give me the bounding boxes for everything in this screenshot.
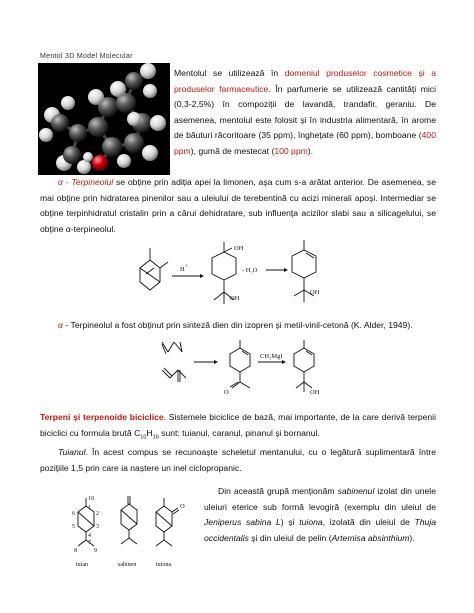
paragraph-menthol-uses: Mentolul se utilizează în domeniul produselor cosmetice și a produselor farmaceutice. În parfumerie se utilizează cantități mici (0,3-2,5%) în compoziții de lavandă, trandafir, geraniu. De asemenea, mentolul este folosit și în industria alimentară, în arome de băuturi răcoritoare (35 ppm), înghețate (60 ppm), bomboane (400 ppm), gumă de mestecat (100 ppm).: [174, 68, 436, 156]
paragraph-sabinene-thujone: Din această grupă menționăm sabinenul izolat din unele uleiuri eterice sub formă levogiră (exemplu din uleiul de Jeniperus sabina L) și tuiona, izolată din uleiul de Thuja occidentalis și din uleiul de pelin (Artemisa absinthium).: [204, 486, 437, 543]
svg-text:- H₂O: - H₂O: [242, 267, 258, 274]
svg-text:1: 1: [88, 505, 91, 511]
svg-text:OH: OH: [310, 289, 320, 296]
scheme-pinene-hydration: [138, 238, 358, 316]
svg-text:sabinen: sabinen: [118, 562, 137, 568]
svg-text:H: H: [180, 266, 185, 273]
svg-text:7: 7: [88, 540, 91, 546]
svg-text:OH: OH: [230, 295, 240, 302]
paragraph-thujane: Tuianul. În acest compus se recunoaște scheletul mentanului, cu o legătură suplimentară între pozițiile 1,5 prin care ia naștere un inel ciclopropanic.: [40, 447, 436, 473]
svg-text:10: 10: [88, 496, 94, 502]
svg-text:OH: OH: [234, 245, 244, 252]
paragraph-terpineol: α - Terpineolul se obține prin adiția apei la limonen, așa cum s-a arătat anterior. De asemenea, se mai obține prin hidratarea pinenilor sau a uleiului de terebentină cu acizi minerali apoși. Intermediar se obține terpinhidratul cristalin prin a cărui dehidratare, sub influența acizilor slabi sau a silicagelului, se obține α-terpineolul.: [40, 177, 436, 234]
paragraph-terpineol-synthesis: α - Terpineolul a fost obținut prin sinteză dien din izopren și metil-vinil-cetonă (K. Alder, 1949).: [58, 320, 413, 330]
svg-text:9: 9: [94, 548, 97, 554]
svg-text:4: 4: [88, 533, 91, 539]
svg-text:CH₃MgI: CH₃MgI: [260, 353, 283, 360]
svg-text:3: 3: [96, 524, 99, 530]
scheme-bicyclic-structures: [60, 494, 200, 574]
svg-text:O: O: [180, 503, 185, 510]
svg-text:tuiona: tuiona: [156, 562, 171, 568]
scheme-diene-synthesis: [158, 340, 328, 402]
document-header: Mentol 3D Model Molecular: [40, 53, 133, 60]
svg-text:8: 8: [74, 548, 77, 554]
svg-text:5: 5: [72, 524, 75, 530]
svg-text:6: 6: [72, 511, 75, 517]
svg-text:+: +: [185, 264, 188, 269]
svg-text:2: 2: [96, 511, 99, 517]
svg-text:O: O: [224, 389, 229, 396]
svg-text:OH: OH: [310, 389, 320, 396]
menthol-3d-model-image: [38, 63, 170, 175]
svg-text:tuian: tuian: [76, 562, 88, 568]
paragraph-bicyclic-terpenes: Terpeni și terpenoide biciclice. Sistemele biciclice de bază, mai importante, de la care derivă terpenii biciclici cu formula brută $C_{10}H_{16}$ sunt: tuianul, caranul, pinanul și bornanul.: [40, 412, 437, 441]
